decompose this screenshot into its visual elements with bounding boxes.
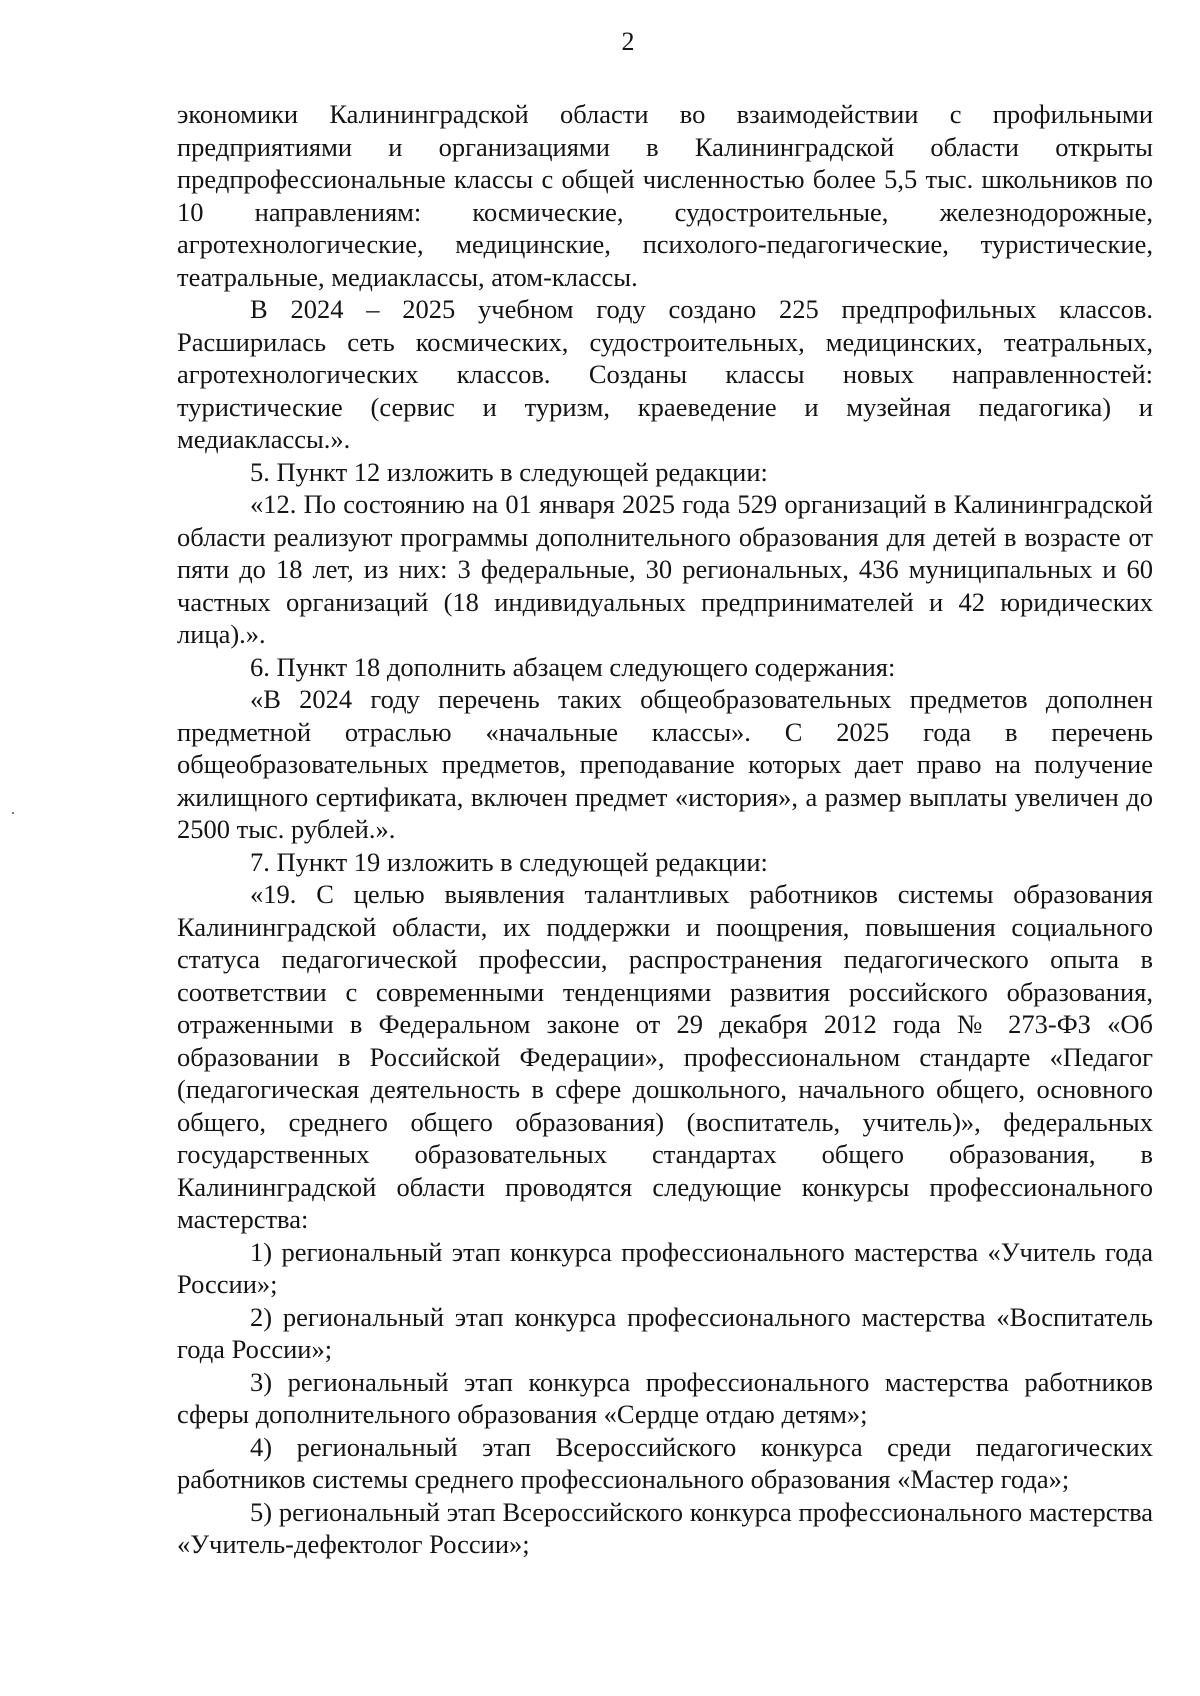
list-item-4: 4) региональный этап Всероссийского конкурса среди педагогических работников системы среднего профессионального образования «Мастер года»; — [177, 1431, 1153, 1494]
page-number: 2 — [621, 27, 635, 56]
paragraph-point-18-addition: «В 2024 году перечень таких общеобразовательных предметов дополнен предметной отраслью «начальные классы». С 2025 года в перечень общеобразовательных предметов, преподавание которых дает право на получение жилищного сертификата, включен предмет «история», а размер выплаты увеличен до 2500 тыс. рублей.». — [177, 684, 1153, 844]
paragraph-point-19: «19. С целью выявления талантливых работников системы образования Калининградской области, их поддержки и поощрения, повышения социального статуса педагогической профессии, распространения педагогического опыта в соответствии с современными тенденциями развития российского образования, отраженными в Федеральном законе от 29 декабря 2012 года № 273-ФЗ «Об образовании в Российской Федерации», профессиональном стандарте «Педагог (педагогическая деятельность в сфере дошкольного, начального общего, основного общего, среднего общего образования) (воспитатель, учитель)», федеральных государственных образовательных стандартах общего образования, в Калининградской области проводятся следующие конкурсы профессионального мастерства: — [177, 879, 1153, 1234]
list-item-2: 2) региональный этап конкурса профессионального мастерства «Воспитатель года России»; — [177, 1301, 1153, 1364]
list-item-3: 3) региональный этап конкурса профессионального мастерства работников сферы дополнительного образования «Сердце отдаю детям»; — [177, 1366, 1153, 1429]
scan-speck — [12, 812, 14, 814]
paragraph-item-5-heading: 5. Пункт 12 изложить в следующей редакции: — [250, 456, 768, 487]
paragraph-economics-continuation: экономики Калининградской области во взаимодействии с профильными предприятиями и организациями в Калининградской области открыты предпрофессиональные классы с общей численностью более 5,5 тыс. школьников по 10 направлениям: космические, судостроительные, железнодорожные, агротехнологические, медицинские, психолого-педагогические, туристические, театральные, медиаклассы, атом-классы. — [177, 99, 1153, 292]
paragraph-item-7-heading: 7. Пункт 19 изложить в следующей редакции: — [250, 846, 768, 877]
paragraph-item-6-heading: 6. Пункт 18 дополнить абзацем следующего содержания: — [250, 651, 896, 682]
list-item-1: 1) региональный этап конкурса профессионального мастерства «Учитель года России»; — [177, 1236, 1153, 1299]
paragraph-preprofile-classes: В 2024 – 2025 учебном году создано 225 предпрофильных классов. Расширилась сеть космических, судостроительных, медицинских, театральных, агротехнологических классов. Созданы классы новых направленностей: туристические (сервис и туризм, краеведение и музейная педагогика) и медиаклассы.». — [177, 294, 1153, 454]
paragraph-point-12: «12. По состоянию на 01 января 2025 года 529 организаций в Калининградской области реализуют программы дополнительного образования для детей в возрасте от пяти до 18 лет, из них: 3 федеральные, 30 региональных, 436 муниципальных и 60 частных организаций (18 индивидуальных предпринимателей и 42 юридических лица).». — [177, 489, 1153, 649]
list-item-5: 5) региональный этап Всероссийского конкурса профессионального мастерства «Учитель-дефектолог России»; — [177, 1496, 1153, 1559]
document-body — [177, 98, 1153, 1561]
